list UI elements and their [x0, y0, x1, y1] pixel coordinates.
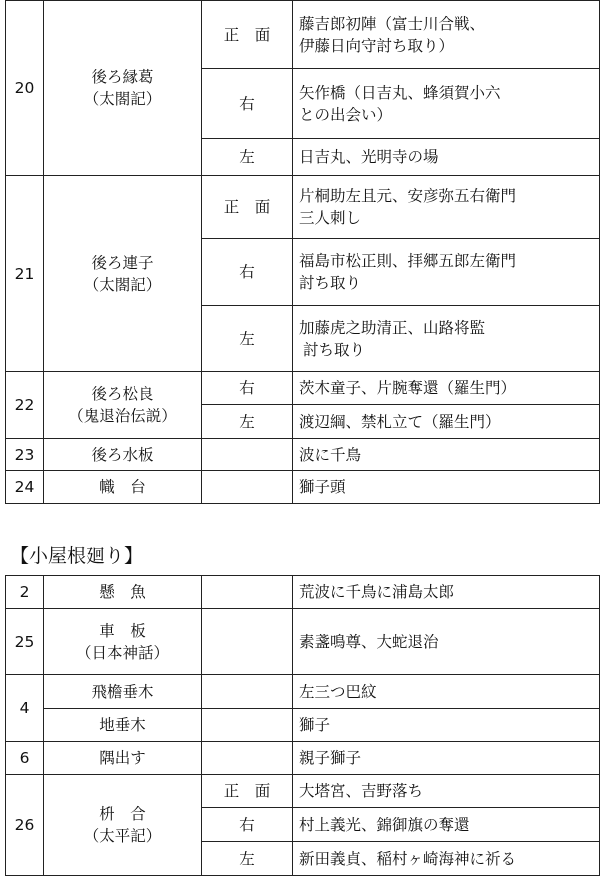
desc-line: 片桐助左且元、安彦弥五右衛門	[299, 187, 517, 205]
description-cell: 茨木童子、片腕奪還（羅生門）	[293, 372, 600, 405]
row-number: 26	[6, 775, 44, 876]
position-cell	[202, 439, 293, 471]
part-name	[44, 609, 202, 675]
position-cell: 右	[202, 69, 293, 139]
part-name	[44, 176, 202, 372]
part-name-line2: （鬼退治伝説）	[68, 407, 177, 425]
description-cell	[293, 69, 600, 139]
description-cell: 日吉丸、光明寺の場	[293, 139, 600, 176]
part-name: 幟 台	[44, 471, 202, 504]
description-cell: 波に千鳥	[293, 439, 600, 471]
position-cell	[202, 471, 293, 504]
desc-line: 討ち取り	[299, 274, 362, 292]
row-number: 23	[6, 439, 44, 471]
part-name: 隅出す	[44, 742, 202, 775]
part-name: 地垂木	[44, 709, 202, 742]
description-cell: 左三つ巴紋	[293, 675, 600, 709]
part-name-line2: （太閤記）	[83, 90, 162, 108]
description-cell: 獅子	[293, 709, 600, 742]
description-cell: 新田義貞、稲村ヶ崎海神に祈る	[293, 842, 600, 876]
desc-line: 福島市松正則、拝郷五郎左衛門	[299, 252, 517, 270]
position-cell: 正 面	[202, 1, 293, 69]
position-cell	[202, 675, 293, 709]
part-name-line1: 後ろ連子	[91, 253, 154, 272]
position-cell	[202, 576, 293, 609]
part-name-line1: 枡 合	[99, 805, 146, 823]
description-cell	[293, 1, 600, 69]
description-cell	[293, 176, 600, 239]
row-number: 24	[6, 471, 44, 504]
row-number: 6	[6, 742, 44, 775]
row-number: 22	[6, 372, 44, 439]
part-name-line2: （太平記）	[83, 827, 162, 845]
roof-table	[5, 575, 600, 876]
part-name: 後ろ水板	[44, 439, 202, 471]
desc-line: 加藤虎之助清正、山路将監	[299, 318, 486, 337]
description-cell: 獅子頭	[293, 471, 600, 504]
desc-line: 討ち取り	[303, 340, 366, 359]
row-number: 25	[6, 609, 44, 675]
row-number: 21	[6, 176, 44, 372]
position-cell	[202, 609, 293, 675]
part-name	[44, 1, 202, 176]
row-number: 20	[6, 1, 44, 176]
desc-line: との出会い）	[299, 105, 393, 124]
part-name	[44, 372, 202, 439]
description-cell	[293, 306, 600, 372]
description-cell: 親子獅子	[293, 742, 600, 775]
position-cell	[202, 742, 293, 775]
description-cell: 大塔宮、吉野落ち	[293, 775, 600, 808]
part-name: 飛檐垂木	[44, 675, 202, 709]
position-cell: 左	[202, 139, 293, 176]
part-name-line2: （太閤記）	[83, 275, 162, 294]
row-number: 4	[6, 675, 44, 742]
description-cell: 村上義光、錦御旗の奪還	[293, 808, 600, 842]
part-name-line2: （日本神話）	[75, 643, 169, 662]
position-cell: 正 面	[202, 176, 293, 239]
row-number: 2	[6, 576, 44, 609]
position-cell: 右	[202, 239, 293, 306]
position-cell: 右	[202, 372, 293, 405]
description-cell: 渡辺綱、禁札立て（羅生門）	[293, 405, 600, 439]
position-cell: 正 面	[202, 775, 293, 808]
section-heading: 【小屋根廻り】	[10, 545, 144, 567]
description-cell: 荒波に千鳥に浦島太郎	[293, 576, 600, 609]
part-name: 懸 魚	[44, 576, 202, 609]
part-name	[44, 775, 202, 876]
main-table	[5, 0, 600, 504]
desc-line: 伊藤日向守討ち取り）	[299, 36, 455, 55]
position-cell: 右	[202, 808, 293, 842]
position-cell: 左	[202, 842, 293, 876]
position-cell: 左	[202, 405, 293, 439]
part-name-line1: 後ろ縁葛	[91, 68, 154, 86]
description-cell: 素盞鳴尊、大蛇退治	[293, 609, 600, 675]
desc-line: 藤吉郎初陣（富士川合戦、	[299, 14, 486, 33]
position-cell: 左	[202, 306, 293, 372]
part-name-line1: 車 板	[99, 621, 146, 640]
desc-line: 三人刺し	[299, 209, 362, 227]
description-cell	[293, 239, 600, 306]
position-cell	[202, 709, 293, 742]
desc-line: 矢作橋（日吉丸、蜂須賀小六	[299, 83, 501, 102]
part-name-line1: 後ろ松良	[91, 385, 154, 403]
